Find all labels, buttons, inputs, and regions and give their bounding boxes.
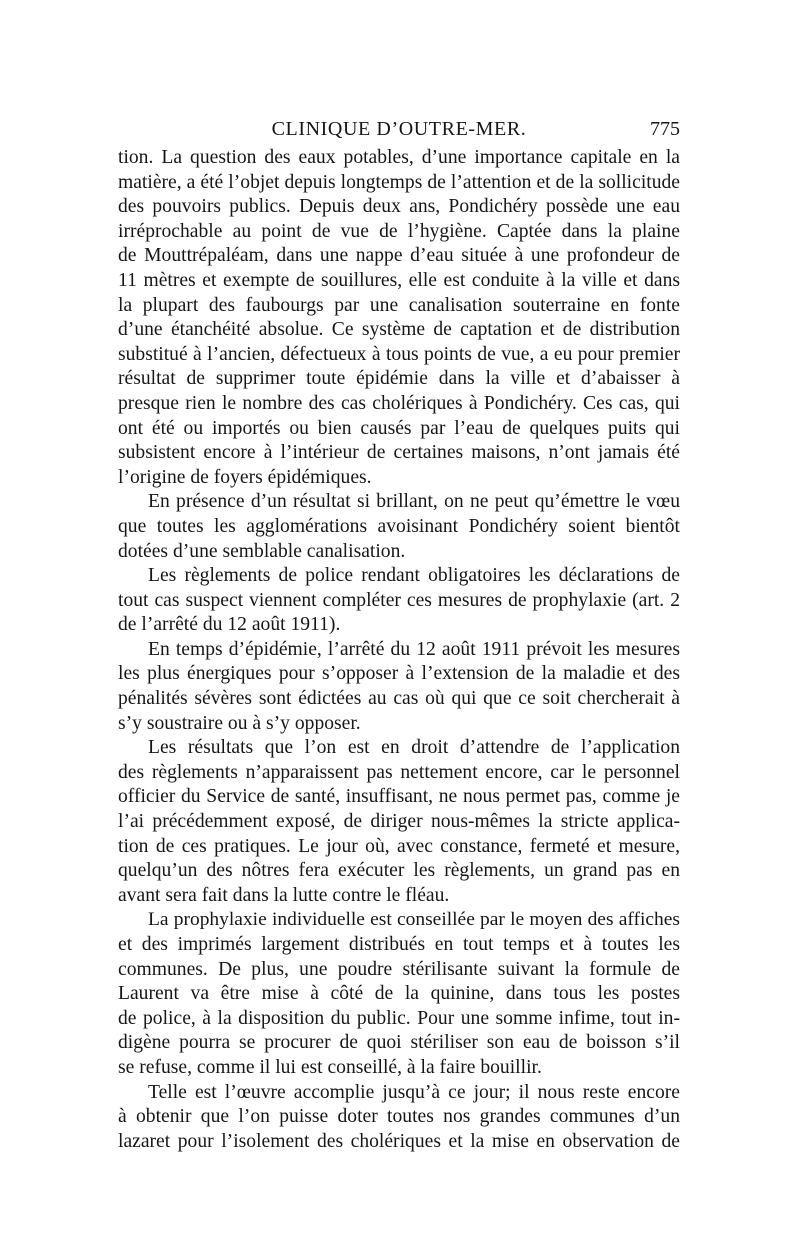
paragraph-individual-prophylaxis — [118, 908, 680, 1080]
text-line: d’une étanchéité absolue. Ce système de captation et de distribution — [118, 319, 680, 341]
text-line: de Mouttrépaléam, dans une nappe d’eau située à une profondeur de — [118, 245, 680, 267]
text-line: dotées d’une semblable canalisation. — [118, 540, 406, 562]
text-line: la plupart des faubourgs par une canalisation souterraine en fonte — [118, 294, 680, 316]
page-header — [118, 114, 680, 144]
text-line: résultat de supprimer toute épidémie dans la ville et d’abaisser à — [118, 368, 680, 390]
text-line: substitué à l’ancien, défectueux à tous points de vue, a eu pour premier — [118, 343, 680, 365]
text-line: Les règlements de police rendant obligatoires les déclarations de — [148, 565, 680, 587]
text-line: 11 mètres et exempte de souillures, elle est conduite à la ville et dans — [118, 269, 680, 291]
text-line: Laurent va être mise à côté de la quinine, dans tous les postes — [118, 983, 680, 1005]
paragraph-results — [118, 736, 680, 908]
text-line: quelqu’un des nôtres fera exécuter les règlements, un grand pas en — [118, 860, 680, 882]
text-line: avant sera fait dans la lutte contre le fléau. — [118, 884, 450, 906]
text-line: et des imprimés largement distribués en tout temps et à toutes les — [118, 934, 680, 955]
text-line: l’ai précédemment exposé, de diriger nous-mêmes la stricte applica- — [118, 811, 680, 833]
text-line: La prophylaxie individuelle est conseillée par le moyen des affiches — [148, 909, 680, 931]
paragraph-canalisation-wish — [118, 490, 680, 564]
text-line: pénalités sévères sont édictées au cas où qui que ce soit chercherait à — [118, 688, 680, 710]
text-line: se refuse, comme il lui est conseillé, à la faire bouillir. — [118, 1056, 542, 1078]
text-line: communes. De plus, une poudre stérilisante suivant la formule de — [118, 958, 680, 980]
text-line: subsistent encore à l’intérieur de certaines maisons, n’ont jamais été — [118, 442, 680, 464]
text-line: des pouvoirs publics. Depuis deux ans, Pondichéry possède une eau — [118, 196, 680, 218]
text-line: de police, à la disposition du public. Pour une somme infime, tout in- — [118, 1007, 680, 1029]
paragraph-work-accomplished — [118, 1081, 680, 1155]
text-line: En temps d’épidémie, l’arrêté du 12 août 1911 prévoit les mesures — [148, 638, 680, 660]
text-line: digène pourra se procurer de quoi stériliser son eau de boisson s’il — [118, 1032, 680, 1054]
text-line: irréprochable au point de vue de l’hygiène. Captée dans la plaine — [118, 220, 680, 242]
text-line: lazaret pour l’isolement des cholériques et la mise en observation de — [118, 1130, 680, 1152]
text-line: tion. La question des eaux potables, d’une importance capitale en la — [118, 147, 680, 168]
text-line: Les résultats que l’on est en droit d’attendre de l’application — [148, 737, 680, 759]
text-line: s’y soustraire ou à s’y opposer. — [118, 712, 361, 734]
paragraph-police-regulations — [118, 564, 680, 638]
text-line: tout cas suspect viennent compléter ces mesures de prophylaxie (art. 2 — [118, 589, 680, 611]
text-line: de l’arrêté du 12 août 1911). — [118, 614, 341, 636]
text-line: matière, a été l’objet depuis longtemps de l’attention et de la sollicitude — [118, 171, 680, 193]
running-title: CLINIQUE D’OUTRE-MER. — [271, 118, 527, 140]
text-line: l’origine de foyers épidémiques. — [118, 466, 372, 488]
text-line: tion de ces pratiques. Le jour où, avec constance, fermeté et mesure, — [118, 835, 680, 857]
text-line: ont été ou importés ou bien causés par l’eau de quelques puits qui — [118, 417, 680, 439]
paragraph-epidemic-measures — [118, 638, 680, 736]
text-line: des règlements n’apparaissent pas nettement encore, car le personnel — [118, 761, 680, 783]
text-line: presque rien le nombre des cas cholériques à Pondichéry. Ces cas, qui — [118, 392, 680, 414]
text-line: que toutes les agglomérations avoisinant Pondichéry soient bientôt — [118, 515, 680, 537]
page-number: 775 — [650, 118, 680, 140]
paragraph-water-supply — [118, 146, 680, 490]
text-line: officier du Service de santé, insuffisant, ne nous permet pas, comme je — [118, 786, 680, 808]
text-line: les plus énergiques pour s’opposer à l’extension de la maladie et des — [118, 663, 680, 685]
text-line: En présence d’un résultat si brillant, on ne peut qu’émettre le vœu — [148, 491, 680, 513]
text-line: à obtenir que l’on puisse doter toutes nos grandes communes d’un — [118, 1106, 680, 1128]
body-text — [118, 146, 680, 1154]
text-line: Telle est l’œuvre accomplie jusqu’à ce jour; il nous reste encore — [148, 1081, 680, 1103]
